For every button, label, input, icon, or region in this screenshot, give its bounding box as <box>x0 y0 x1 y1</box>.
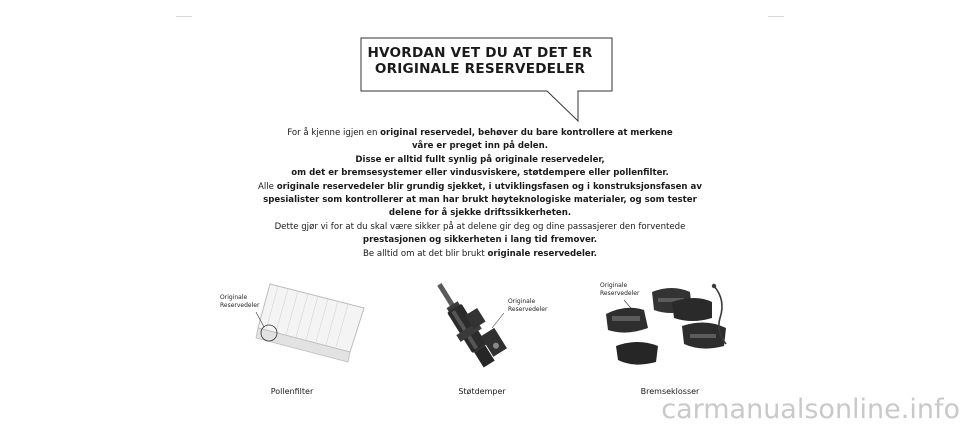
body-p1-lead: For å kjenne igjen en <box>287 128 381 138</box>
body-line <box>230 167 730 180</box>
brake-pads-annotation <box>600 282 639 298</box>
body-line <box>230 194 730 207</box>
annotation-line2: Reservedeler <box>600 290 640 297</box>
body-text <box>230 127 730 261</box>
body-p4-line1: Dette gjør vi for at du skal være sikker på at delene gir deg og dine passasjerer den forventede <box>274 221 686 232</box>
body-p3-bold2: spesialister som kontrollerer at man har brukt høyteknologiske materialer, og som tester <box>263 195 697 206</box>
body-p1-bold2: våre er preget inn på delen. <box>411 141 549 152</box>
body-p5-bold: originale reservedeler. <box>487 248 598 259</box>
product-brake-pads <box>596 270 746 382</box>
product-pollen-filter <box>218 270 368 380</box>
annotation-line1: Originale <box>600 282 628 289</box>
body-p4-bold: prestasjonen og sikkerheten i lang tid fremover. <box>362 235 598 246</box>
body-p3-lead: Alle <box>258 181 277 192</box>
callout-title-line2: ORIGINALE RESERVEDELER <box>374 61 586 77</box>
annotation-line2: Reservedeler <box>508 306 548 313</box>
callout-title-line1: HVORDAN VET DU AT DET ER <box>367 45 593 61</box>
body-p5-lead: Be alltid om at det blir brukt <box>362 248 488 259</box>
body-line <box>230 127 730 140</box>
body-p2-line2: om det er bremsesystemer eller vindusviskere, støtdempere eller pollenfilter. <box>291 168 669 179</box>
caption-bremseklosser: Bremseklosser <box>640 387 700 396</box>
body-p3-bold3: delene for å sjekke driftssikkerheten. <box>388 208 572 219</box>
caption-pollenfilter: Pollenfilter <box>270 387 314 396</box>
annotation-line1: Originale <box>508 298 536 305</box>
body-line <box>230 234 730 247</box>
annotation-line1: Originale <box>220 294 248 301</box>
body-p2-line1: Disse er alltid fullt synlig på originale reservedeler, <box>355 154 605 165</box>
body-line <box>230 221 730 234</box>
pollen-filter-image <box>218 270 368 380</box>
watermark: carmanualsonline.info <box>661 394 960 425</box>
body-line <box>230 154 730 167</box>
body-p3-bold: originale reservedeler blir grundig sjekket, i utviklingsfasen og i konstruksjonsfasen av <box>276 181 702 192</box>
shock-absorber-annotation <box>508 298 547 314</box>
product-shock-absorber <box>412 270 562 380</box>
body-line <box>230 140 730 153</box>
caption-stotdemper: Støtdemper <box>458 387 506 396</box>
body-line <box>230 181 730 194</box>
annotation-line2: Reservedeler <box>220 302 260 309</box>
body-line <box>230 248 730 261</box>
callout-title <box>362 45 598 77</box>
body-p1-bold: original reservedel, behøver du bare kontrollere at merkene <box>380 128 673 138</box>
shock-absorber-image <box>412 270 562 380</box>
pollen-filter-annotation <box>220 294 259 310</box>
body-line <box>230 207 730 220</box>
